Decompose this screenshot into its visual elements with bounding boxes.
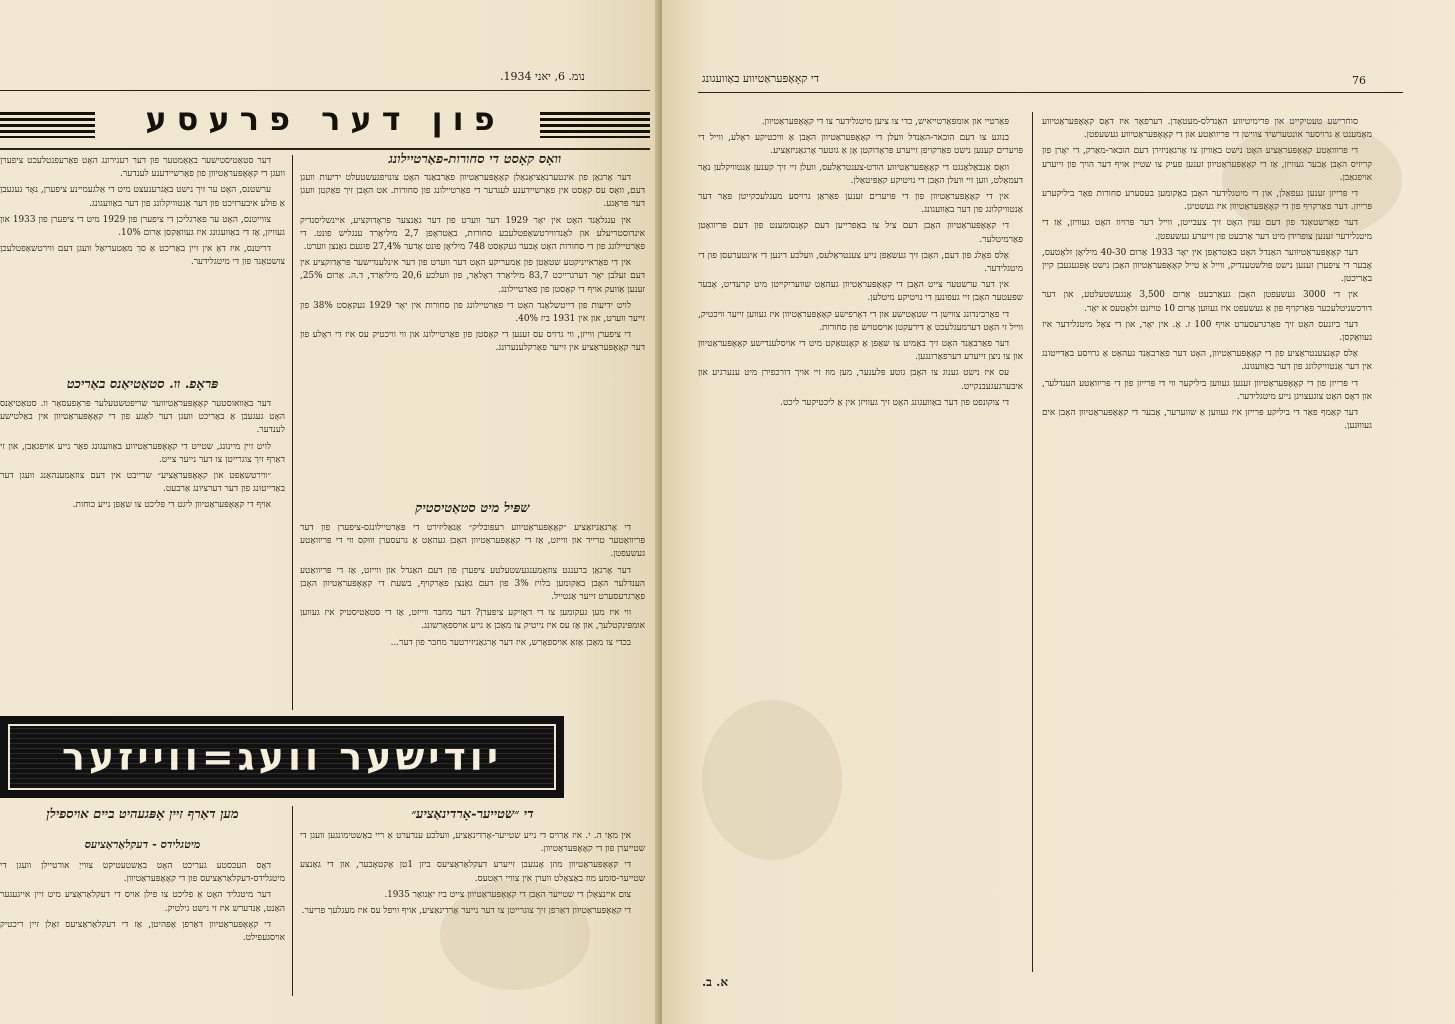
paragraph: בנוגע צו דעם הובאר-האַנדל וועלן די קאָאָפּעראַטיוון האָבן אַ וויכטיקע ראָלע, ווייל די פּויערים קענען נישט פאַרקויפן זייערע פּראָדוקטן אָן אַ גוטער אָרגאַניזאַציע. [698,133,1023,157]
article-tax-ordinance [300,830,645,990]
article-heading-distribution-cost: וואָס קאָסט די סחורות-פאַרטיילונג [388,152,562,167]
header-rule [698,92,1403,93]
paragraph: אין די פאַראייניקטע שטאַטן פון אַמעריקע האָט דער ווערט פון דער אינלענדישער פּראָדוקציע אין דעם זעלבן יאָר דערגרייכט 83,7 מיליאַרד דאָלאַר, פון וועלכע 20,6 מיליאַרד, ד.ה. אַרום 25%, זענען אַוועק אויף די קאָסטן פון פאַרטיילונג. [300,258,645,295]
column-divider [1032,112,1033,972]
paragraph: דער באַוואוסטער קאָאָפּעראַטיווער שריפטשטעלער פּראָפעסאָר וו. סטאַטיאַנס האָט געגעבן אַ באַריכט וועגן דער לאַגע פון די קאָאָפּעראַטיוון אין באַלטישע לענדער. [0,399,285,436]
paragraph: דער ביזנעס האָט זיך פאַרגרעסערט אויף 100 ז. אָ. אין יאָר, און די צאָל מיטגלידער איז געוואַקסן. [1042,319,1372,344]
column-divider [292,155,293,710]
paragraph: ערשטנס, האָט ער זיך נישט באַגרענעצט מיט די אַלגעמיינע ציפערן, נאָר געגעבן אַ פולע איבערזיכט פון דער אַנטוויקלונג פון דער באַוועגונג. [0,185,285,209]
left-page-header: נומ. 6, יאני 1934. [500,70,585,83]
article-statistics-play [300,522,645,710]
paragraph: דער פאַרשטאַנד פון דעם ענין האָט זיך צעבייטן, ווייל דער פּרויוו האָט געוויזן, אַז די מיטגלידער זענען צופרידן מיט דער אַרבעט פון זייערע געשעפטן. [1042,218,1372,242]
paragraph: די קאָאָפּעראַטיוון מוזן אָנגעבן זייערע דעקלאַראַציעס ביזן 1טן אָקטאָבער, און די גאַנצע שטייער-סומע מוז באַצאָלט ווערן אין צוויי ראַטעס. [300,860,645,884]
paragraph: דער מיטגליד האָט אַ פליכט צו פילן אויס די דעקלאַראַציע מיט זיין אייגענער האַנט, אַנדערש איז זי נישט גילטיק. [0,890,285,914]
paragraph: די אָרגאַניזאַציע ״קאָאָפּעראַטיווע רעפּובליק״ אַנאַליזירט די פּאַרטיילונגס-ציפערן פון דער פּריוואַטער טרייד און ווייזט, אַז די קאָאָפּעראַטיוון האָבן געהאַט אַ גרעסערן וווּקס ווי די פּריוואַטע געשעפטן. [300,523,645,560]
paragraph: דער קאָאָפּעראַטיווער האַנדל האָט באַטראָפן אין יאָר 1933 אַרום 40-30 מיליאָן זלאָטעס, אָבער די ציפערן זענען נישט פולשטענדיק, ווייל אַ טייל קאָאָפּעראַטיוון האָבן נישט אָפּגעגעבן קיין באַריכטן. [1042,247,1372,285]
paragraph: ווי איז מען געקומען צו די דאָזיקע ציפערן? דער מחבר ווייזט, אַז די סטאַטיסטיק איז געווען אומפּינקטלעך, און אַז עס איז נייטיק צו מאַכן אַ נייע אויספאָרשונג. [300,608,645,632]
paragraph: צום איינצאָלן די שטייער האָבן די קאָאָפּעראַטיוון צייט ביז יאַנואַר 1935. [384,889,631,900]
article-statistics-report [0,155,285,370]
paragraph: סוחרישע טעטיקייט און פּרימיטיווע האַנדלס-מעטאָדן. דערפאַר איז דאָס קאָאָפּעראַטיווע מאָמענט אַ גרויסער אונטערשיד צווישן די פּריוואַטע און די קאָאָפּעראַטיווע געשעפטן. [1042,117,1372,141]
right-page-header: די קאָאָפּעראַטיווע באַוועגונג [702,72,820,85]
article-heading-tax-ordinance: די ״שטייער-אָרדינאַציע״ [411,807,534,822]
article-distribution-cost [300,172,645,490]
column-divider-bottom [292,806,293,996]
paragraph: דער קאַמף פאַר די ביליקע פּרייזן איז געווען אַ שווערער, אָבער די קאָאָפּעראַטיוון האָבן אים געוווּנען. [1042,408,1372,432]
article-heading-professor-report: פּראָפ. וו. סטאַטיאַנס באַריכט [66,377,219,392]
section-title-rule [0,148,650,150]
paragraph: די פּרווואַטע קאָאָפּעראַציע האָט נישט באַוויזן צו אָרגאַניזירן דעם הובאר-מאַרק, די יאָרן פון קריזיס האָבן אָבער געוויזן, אַז די קאָאָפּעראַטיוון זענען פעיק צו שטיין אויף דער הויך פון זייערע אויפגאַבן. [1042,146,1372,183]
decorative-stripes-left [0,112,95,138]
paragraph: פּאַרטיי און אומפּאַרטייאיש, כדי צו ציען מיטגלידער צו די קאָאָפּעראַטיוון. [761,117,1009,127]
paragraph: אין ענגלאַנד האָט אין יאָר 1929 דער ווערט פון דער גאַנצער פּראָדוקציע, איינשליסנדיק אינדוסטריעלע און לאַנדווירטשאַפטלעכע סחורות, באַטראָפן 2,7 מיליאַרד ענגליש פונט. די פאַרטיילונג פון די סחורות האָט אָבער געקאָסט 748 מיליאָן פונט אָדער 27,4% פונעם גאַנצן ווערט. [300,215,645,253]
paragraph: אין דער ערשטער צייט האָבן די קאָאָפּעראַטיוון געהאַט שוועריקייטן מיט קרעדיט, אָבער שפּעטער האָבן זיי געפונען די נויטיקע מיטלען. [698,280,1023,304]
paragraph: די פאַרבינדונג צווישן די שטאָטישע און די דאָרפישע קאָאָפּעראַטיוון איז געווען זייער וויכטיק, ווייל זי האָט דערמעגלעכט אַ דירעקטן אויסטויש פון סחורות. [698,309,1023,333]
yiddish-guide-banner [0,716,564,798]
paragraph: אין די קאָאָפּעראַטיוון פון די פּויערים זענען פאַראַן גרויסע מעגלעכקייטן פאַר דער אַנטוויקלונג פון דער באַוועגונג. [698,192,1023,216]
paragraph: עס איז נישט גענוג צו האָבן גוטע פּלענער, מען מוז זיי אויך דורכפירן מיט ענערגיע און איבערגעגעבנקייט. [698,368,1023,392]
page-number: 76 [1352,74,1366,87]
section-title-text: פון דער פרעסע [145,100,505,138]
paragraph: אַלס קאָנצענטראַציע פון די קאָאָפּעראַטיוון, האָט דער פאַרבאַנד געהאַט אַ גרויסע באַדייטונג אין דער אַנטוויקלונג פון דער באַוועגונג. [1042,349,1372,373]
section-title [0,100,650,138]
decorative-stripes-right [540,112,650,138]
article-column-left [698,116,1023,966]
paragraph: דער אָרגאַן פון אינטערנאַציאָנאַלן קאָאָפּעראַטיוון פאַרבאַנד האָט צונויפגעשטעלט ידיעות וועגן דעם, וואָס עס קאָסט אין פאַרשיידענע לענדער די פאַרטיילונג פון סחורות. אט האָבן זיך פאַקטן וועגן דער פראַגע. [300,173,645,210]
paragraph: די ציפערן ווייזן, ווי גרויס עס זענען די קאָסטן פון פאַרטיילונג און ווי וויכטיק עס איז די ראָלע פון דער קאָאָפּעראַציע אין זייער פאַרקלענערונג. [300,330,645,354]
banner-text: יודישער וועג=ווייזער [61,735,503,779]
left-page [0,0,660,1024]
paragraph: די פּרייזן פון די קאָאָפּעראַטיוון זענען געווען ביליקער ווי די פּרייזן פון די פּריוואַטע הענדלער, און דאָס האָט צוגעצויגן נייע מיטגלידער. [1042,378,1372,402]
paragraph: ״ווירטשאַפט און קאָאָפּעראַציע״ שרייבט אין דעם צוזאַמענהאַנג וועגן דער באַדייטונג פון דער דערציונג אַרבעט. [0,471,285,495]
paragraph: וואָס אַנבאַלאַנגט די קאָאָפּעראַטיווע הורט-צענטראַלעס, וועלן זיי זיך קענען אַנטוויקלען נאָר דעמאָלט, ווען זיי וועלן האָבן די נויטיקע קאַפּיטאַלן. [698,162,1023,186]
header-rule [0,90,650,91]
article-subheading-declarations: מיטגלידס - דעקלאַראַציעס [84,838,201,851]
paragraph: די פּרייזן זענען געפאַלן, און די מיטגלידער האָבן באַקומען בעסערע סחורות פאַר ביליקערע פּרייזן. דער פאַרקויף פון די קאָאָפּעראַטיוון איז געשטיגן. [1042,189,1372,213]
banner-frame [8,724,556,790]
article-declarations [0,860,285,1005]
article-professor-report [0,398,285,708]
paragraph: דריטנס, איז דאָ אין זיין באַריכט אַ סך מאַטעריאַל וועגן דעם ווירטשאַפטלעכן צושטאַנד פון די מיטגלידער. [0,244,285,268]
paragraph: דער אָרגאַן ברענגט צוזאַמענגעשטעלטע ציפערן פון דעם האַנדל און ווייזט, אַז די פּריוואַטע הענדלער האָבן באַקומען בלויז 3% פון דעם גאַנצן פאַרקויף, בשעת די קאָאָפּעראַטיוון האָבן פאַרגרעסערט זייער אַנטייל. [300,565,645,603]
paragraph: דער פאַרבאַנד האָט זיך באַמיט צו שאַפן אַ קאָנטאַקט מיט די אויסלענדישע קאָאָפּעראַטיוון און צו ניצן זייערע דערפאַרונגען. [698,339,1023,363]
paragraph: בכדי צו מאַכן אַזאַ אויספאָרש, איז דער אָרגאַניזירטער מחבר פון דער... [390,637,631,648]
paragraph: אַלס פאָלג פון דעם, האָבן זיך געשאַפן נייע צענטראַלעס, וועלכע דינען די אינטערעסן פון די מיטגלידער. [698,250,1023,275]
right-page [662,0,1455,1024]
paragraph: די צוקונפט פון דער באַוועגונג האָט זיך געוויזן אין אַ ליכטיקער ליכט. [780,397,1009,408]
paragraph: לויט ידיעות פון דייטשלאַנד האָט די פאַרטיילונג פון סחורות אין יאָר 1929 געקאָסט 38% פון זייער ווערט, און אין 1931 ביז 40%. [300,300,645,325]
paragraph: דער סטאַטיסטישער באַאַמטער פון דער רעגירונג האָט פאַרעפנטלעכט ציפערן וועגן די קאָאָפּעראַטיוון פון פאַרשיידענע לענדער. [0,156,285,180]
article-column-right [1042,116,1372,966]
paragraph: אין מאַי ה. י. איז אַרויס די נייע שטייער-אָרדינאַציע, וועלכע ענדערט אַ ריי באַשטימונגען וועגן די שטייערן פון די קאָאָפּעראַטיוון. [300,831,645,855]
paragraph: אין די 3000 געשעפטן האָבן געאַרבעט אַרום 3,500 אָנגעשטעלטע, און דער דורכשניטלעכער פאַרקויף פון אַ געשעפט איז געווען אַרום 10 טויזנט זלאָטעס א יאָר. [1042,290,1372,314]
paragraph: צווייטנס, האָט ער פאַרגליכן די ציפערן פון 1929 מיט די ציפערן פון 1933 און געוויזן, אַז די באַוועגונג איז געוואַקסן אַרום 10%. [0,214,285,239]
author-signature: א. ב. [702,975,729,989]
paragraph: די קאָאָפּעראַטיוון דאַרפן אָפּהיטן, אַז די דעקלאַראַציעס זאָלן זיין ריכטיק אויסגעפילט. [0,919,285,944]
paragraph: לויט זיין מיינונג, שטייט די קאָאָפּעראַטיווע באַוועגונג פאַר נייע אויפגאַבן, און זי דאַרף זיך צוגרייטן צו דער נייער צייט. [0,441,285,465]
article-heading-statistics-play: שפּיל מיט סטאַטיסטיק [415,501,530,516]
paragraph: די קאָאָפּעראַטיוון האָבן דעם ציל צו באַפרייען דעם קאָנסומענט פון דעם פּריוואַטן פאַרמיטלער. [698,221,1023,245]
paragraph: דאָס העכסטע געריכט האָט באַשטעטיקט צווייַ אורטיילן וועגן די מיטגלידס-דעקלאַראַציעס פון די קאָאָפּעראַטיוון. [0,861,285,885]
paragraph: די קאָאָפּעראַטיוון דאַרפן זיך צוגרייטן צו דער נייער אָרדינאַציע, אויף וויפל עס איז מעגלעך פריער. [301,906,631,917]
paragraph: אויף די קאָאָפּעראַטיוון ליגט די פליכט צו שאַפן נייע כוחות. [72,500,271,511]
article-heading-careful: מען דאַרף זיין אָפּגעהיט בײם אויספילן [46,807,239,822]
